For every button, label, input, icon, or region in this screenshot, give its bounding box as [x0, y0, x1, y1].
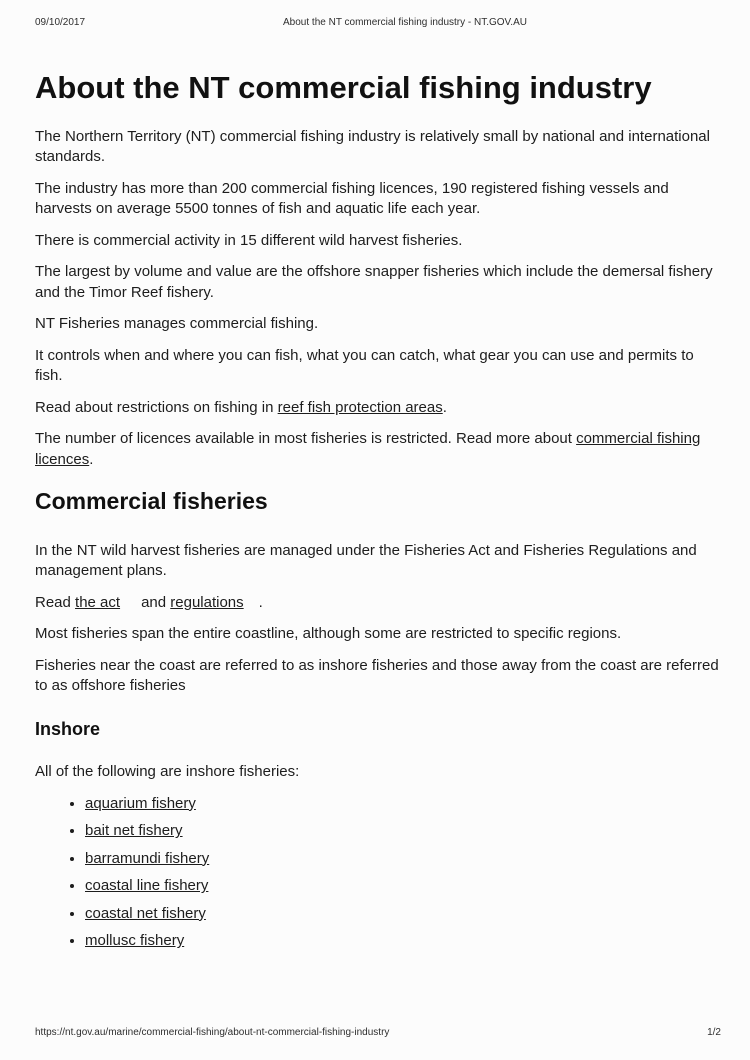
- paragraph-management: In the NT wild harvest fisheries are managed under the Fisheries Act and Fisheries Regulations and management plans.: [35, 541, 697, 580]
- paragraph-read-act-regulations: [35, 593, 721, 614]
- reef-fish-protection-areas-link[interactable]: reef fish protection areas: [277, 398, 443, 416]
- paragraph-controls: It controls when and where you can fish, what you can catch, what gear you can use and permits to fish.: [35, 346, 694, 385]
- list-item: [85, 849, 721, 870]
- paragraph-inshore-intro: All of the following are inshore fisheries:: [35, 763, 300, 781]
- list-item: [85, 931, 721, 952]
- paragraph-wild-harvest: There is commercial activity in 15 different wild harvest fisheries.: [35, 231, 463, 249]
- section-heading-commercial-fisheries: Commercial fisheries: [35, 488, 268, 515]
- aquarium-fishery-link[interactable]: aquarium fishery: [85, 794, 196, 812]
- text-segment: Read: [35, 593, 76, 611]
- text-segment: .: [442, 398, 447, 416]
- print-header: [35, 17, 721, 30]
- subsection-heading-inshore: Inshore: [35, 718, 101, 739]
- paragraph-licence-numbers: [35, 429, 721, 470]
- print-doc-title: About the NT commercial fishing industry - NT.GOV.AU: [283, 17, 527, 28]
- paragraph-inshore-offshore: Fisheries near the coast are referred to as inshore fisheries and those away from the coast are referred to as offshore fisheries: [35, 656, 719, 695]
- print-date: 09/10/2017: [35, 17, 86, 28]
- the-act-link[interactable]: the act: [75, 593, 121, 611]
- list-item: [85, 821, 721, 842]
- list-item: [85, 904, 721, 925]
- mollusc-fishery-link[interactable]: mollusc fishery: [85, 932, 185, 950]
- source-url: https://nt.gov.au/marine/commercial-fishing/about-nt-commercial-fishing-industry: [35, 1027, 390, 1038]
- text-segment: and: [141, 593, 171, 611]
- bait-net-fishery-link[interactable]: bait net fishery: [85, 822, 183, 840]
- list-item: [85, 876, 721, 897]
- text-segment: .: [258, 593, 263, 611]
- barramundi-fishery-link[interactable]: barramundi fishery: [85, 849, 210, 867]
- coastal-net-fishery-link[interactable]: coastal net fishery: [85, 904, 206, 922]
- coastal-line-fishery-link[interactable]: coastal line fishery: [85, 877, 209, 895]
- regulations-link[interactable]: regulations: [170, 593, 244, 611]
- paragraph-nt-fisheries: NT Fisheries manages commercial fishing.: [35, 315, 319, 333]
- paragraph-largest-fisheries: The largest by volume and value are the offshore snapper fisheries which include the demersal fishery and the Timor Reef fishery.: [35, 263, 713, 301]
- inshore-fisheries-list: [35, 794, 721, 952]
- page-title: About the NT commercial fishing industry: [35, 70, 652, 105]
- paragraph-reef-restrictions: [35, 398, 721, 419]
- commercial-fishing-licences-link[interactable]: commercial fishing licences: [35, 430, 701, 468]
- paragraph-coastline-span: Most fisheries span the entire coastline, although some are restricted to specific regions.: [35, 625, 622, 643]
- print-footer: [35, 1027, 721, 1038]
- text-segment: The number of licences available in most fisheries is restricted. Read more about: [35, 430, 577, 448]
- text-segment: Read about restrictions on fishing in: [35, 398, 278, 416]
- page-number: 1/2: [707, 1027, 721, 1038]
- list-item: [85, 794, 721, 815]
- paragraph-licences-vessels: The industry has more than 200 commercial fishing licences, 190 registered fishing vessels and harvests on average 5500 tonnes of fish and aquatic life each year.: [35, 179, 669, 218]
- text-segment: .: [89, 450, 94, 468]
- paragraph-industry-overview: The Northern Territory (NT) commercial fishing industry is relatively small by national and international standards.: [35, 127, 710, 166]
